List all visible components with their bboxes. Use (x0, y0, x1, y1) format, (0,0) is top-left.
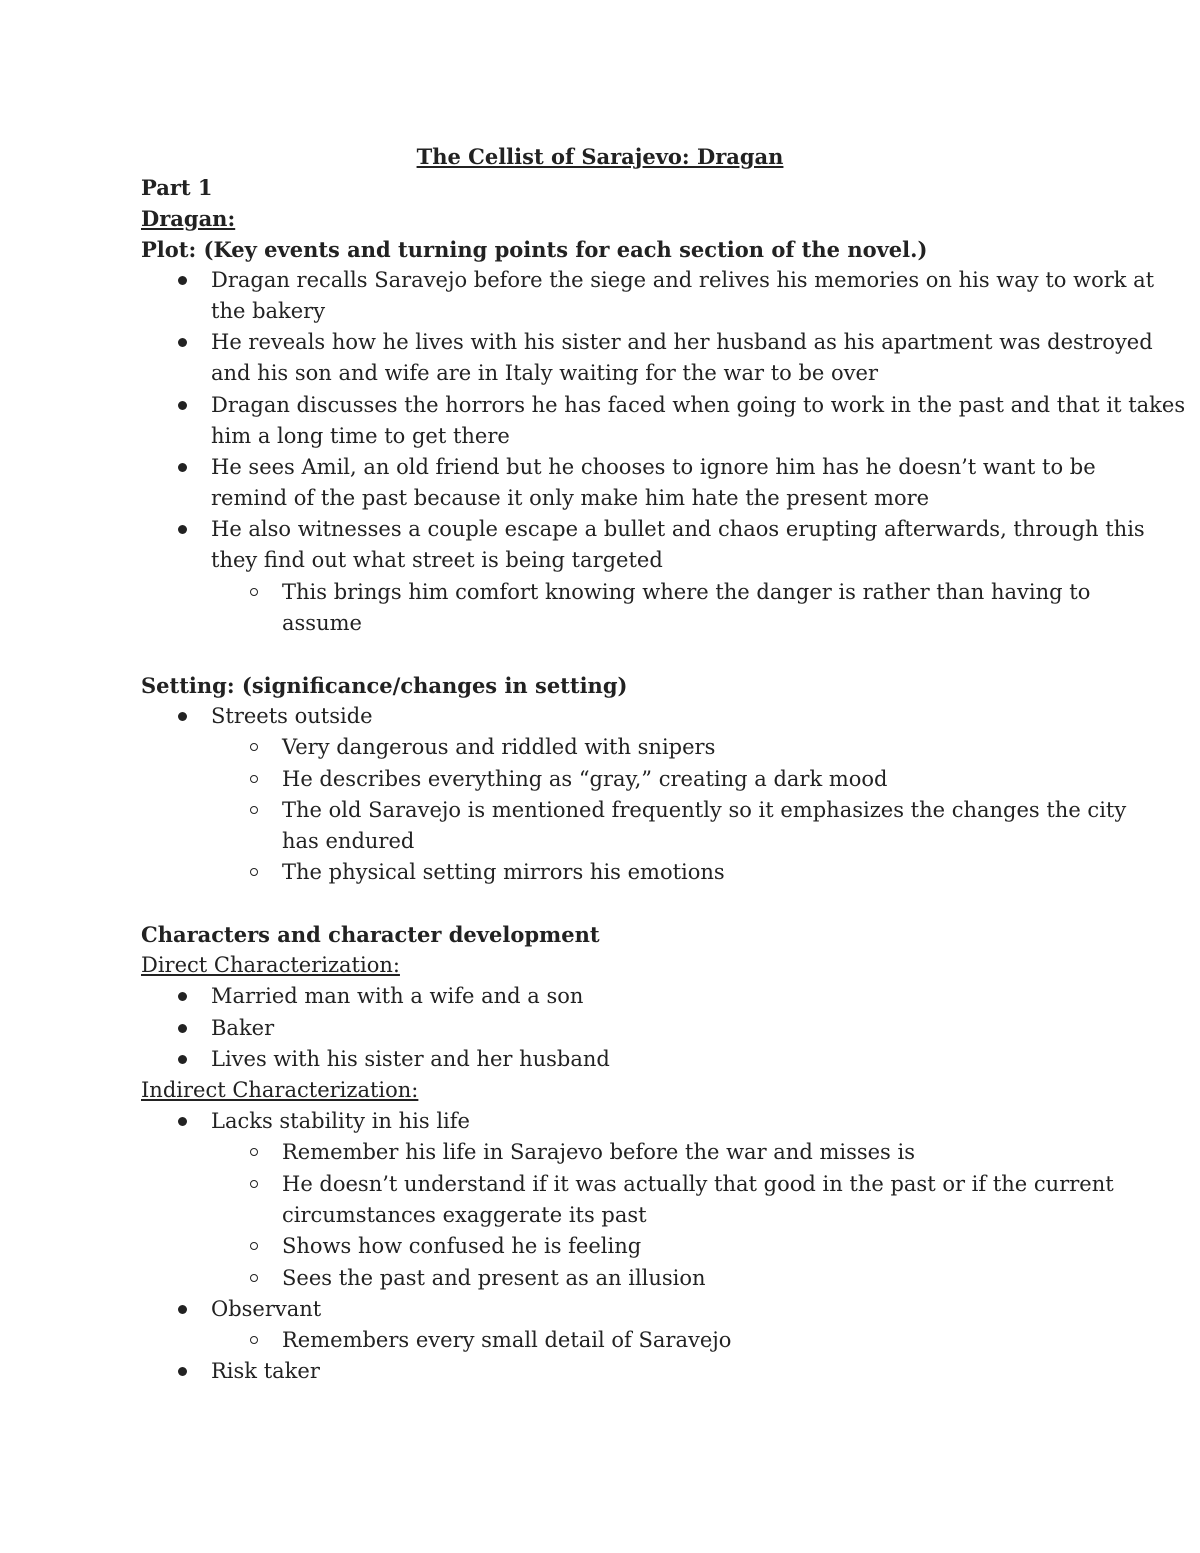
indirect-item-1-sub-1: Remember his life in Sarajevo before the war and misses is (282, 1140, 916, 1164)
bullet-icon (178, 1305, 187, 1314)
indirect-item-2: Observant (211, 1297, 322, 1321)
plot-item-5-line-1: He also witnesses a couple escape a bullet and chaos erupting afterwards, through this (211, 517, 1145, 541)
circle-bullet-icon (250, 775, 258, 783)
direct-item-3: Lives with his sister and her husband (211, 1047, 610, 1071)
indirect-item-1-sub-2-line-1: He doesn’t understand if it was actually that good in the past or if the current (282, 1172, 1114, 1196)
circle-bullet-icon (250, 743, 258, 751)
plot-heading: Plot: (Key events and turning points for each section of the novel.) (141, 237, 928, 262)
indirect-item-1: Lacks stability in his life (211, 1109, 470, 1133)
circle-bullet-icon (250, 868, 258, 876)
plot-item-5-line-2: they find out what street is being targeted (211, 548, 663, 572)
direct-item-2: Baker (211, 1016, 275, 1040)
bullet-icon (178, 1367, 187, 1376)
setting-heading: Setting: (significance/changes in setting) (141, 673, 628, 698)
circle-bullet-icon (250, 1242, 258, 1250)
setting-sub-3-line-2: has endured (282, 829, 415, 853)
bullet-icon (178, 712, 187, 721)
bullet-icon (178, 1024, 187, 1033)
circle-bullet-icon (250, 806, 258, 814)
bullet-icon (178, 276, 187, 285)
plot-sub-line-2: assume (282, 611, 362, 635)
indirect-item-1-sub-2-line-2: circumstances exaggerate its past (282, 1203, 647, 1227)
bullet-icon (178, 401, 187, 410)
indirect-item-1-sub-4: Sees the past and present as an illusion (282, 1266, 706, 1290)
character-heading: Dragan: (141, 206, 236, 231)
bullet-icon (178, 463, 187, 472)
indirect-item-3: Risk taker (211, 1359, 320, 1383)
circle-bullet-icon (250, 1148, 258, 1156)
plot-item-2-line-1: He reveals how he lives with his sister and her husband as his apartment was destroyed (211, 330, 1153, 354)
bullet-icon (178, 525, 187, 534)
plot-item-1-line-2: the bakery (211, 299, 326, 323)
circle-bullet-icon (250, 1274, 258, 1282)
setting-sub-4: The physical setting mirrors his emotions (282, 860, 725, 884)
setting-sub-2: He describes everything as “gray,” creating a dark mood (282, 767, 888, 791)
plot-item-3-line-2: him a long time to get there (211, 424, 510, 448)
bullet-icon (178, 338, 187, 347)
document-title: The Cellist of Sarajevo: Dragan (416, 144, 784, 169)
bullet-icon (178, 992, 187, 1001)
characters-heading: Characters and character development (141, 922, 600, 947)
indirect-item-2-sub-1: Remembers every small detail of Saravejo (282, 1328, 732, 1352)
bullet-icon (178, 1117, 187, 1126)
setting-sub-1: Very dangerous and riddled with snipers (282, 735, 716, 759)
plot-item-4-line-1: He sees Amil, an old friend but he chooses to ignore him has he doesn’t want to be (211, 455, 1096, 479)
plot-item-4-line-2: remind of the past because it only make him hate the present more (211, 486, 930, 510)
indirect-item-1-sub-3: Shows how confused he is feeling (282, 1234, 642, 1258)
direct-item-1: Married man with a wife and a son (211, 984, 584, 1008)
setting-sub-3-line-1: The old Saravejo is mentioned frequently so it emphasizes the changes the city (282, 798, 1127, 822)
plot-item-3-line-1: Dragan discusses the horrors he has faced when going to work in the past and that it takes (211, 393, 1186, 417)
circle-bullet-icon (250, 588, 258, 596)
circle-bullet-icon (250, 1180, 258, 1188)
indirect-characterization-label: Indirect Characterization: (141, 1078, 419, 1102)
plot-item-1-line-1: Dragan recalls Saravejo before the siege and relives his memories on his way to work at (211, 268, 1155, 292)
plot-sub-line-1: This brings him comfort knowing where the danger is rather than having to (282, 580, 1091, 604)
bullet-icon (178, 1055, 187, 1064)
part-heading: Part 1 (141, 175, 213, 200)
direct-characterization-label: Direct Characterization: (141, 953, 400, 977)
plot-item-2-line-2: and his son and wife are in Italy waiting for the war to be over (211, 361, 878, 385)
setting-item: Streets outside (211, 704, 373, 728)
circle-bullet-icon (250, 1336, 258, 1344)
